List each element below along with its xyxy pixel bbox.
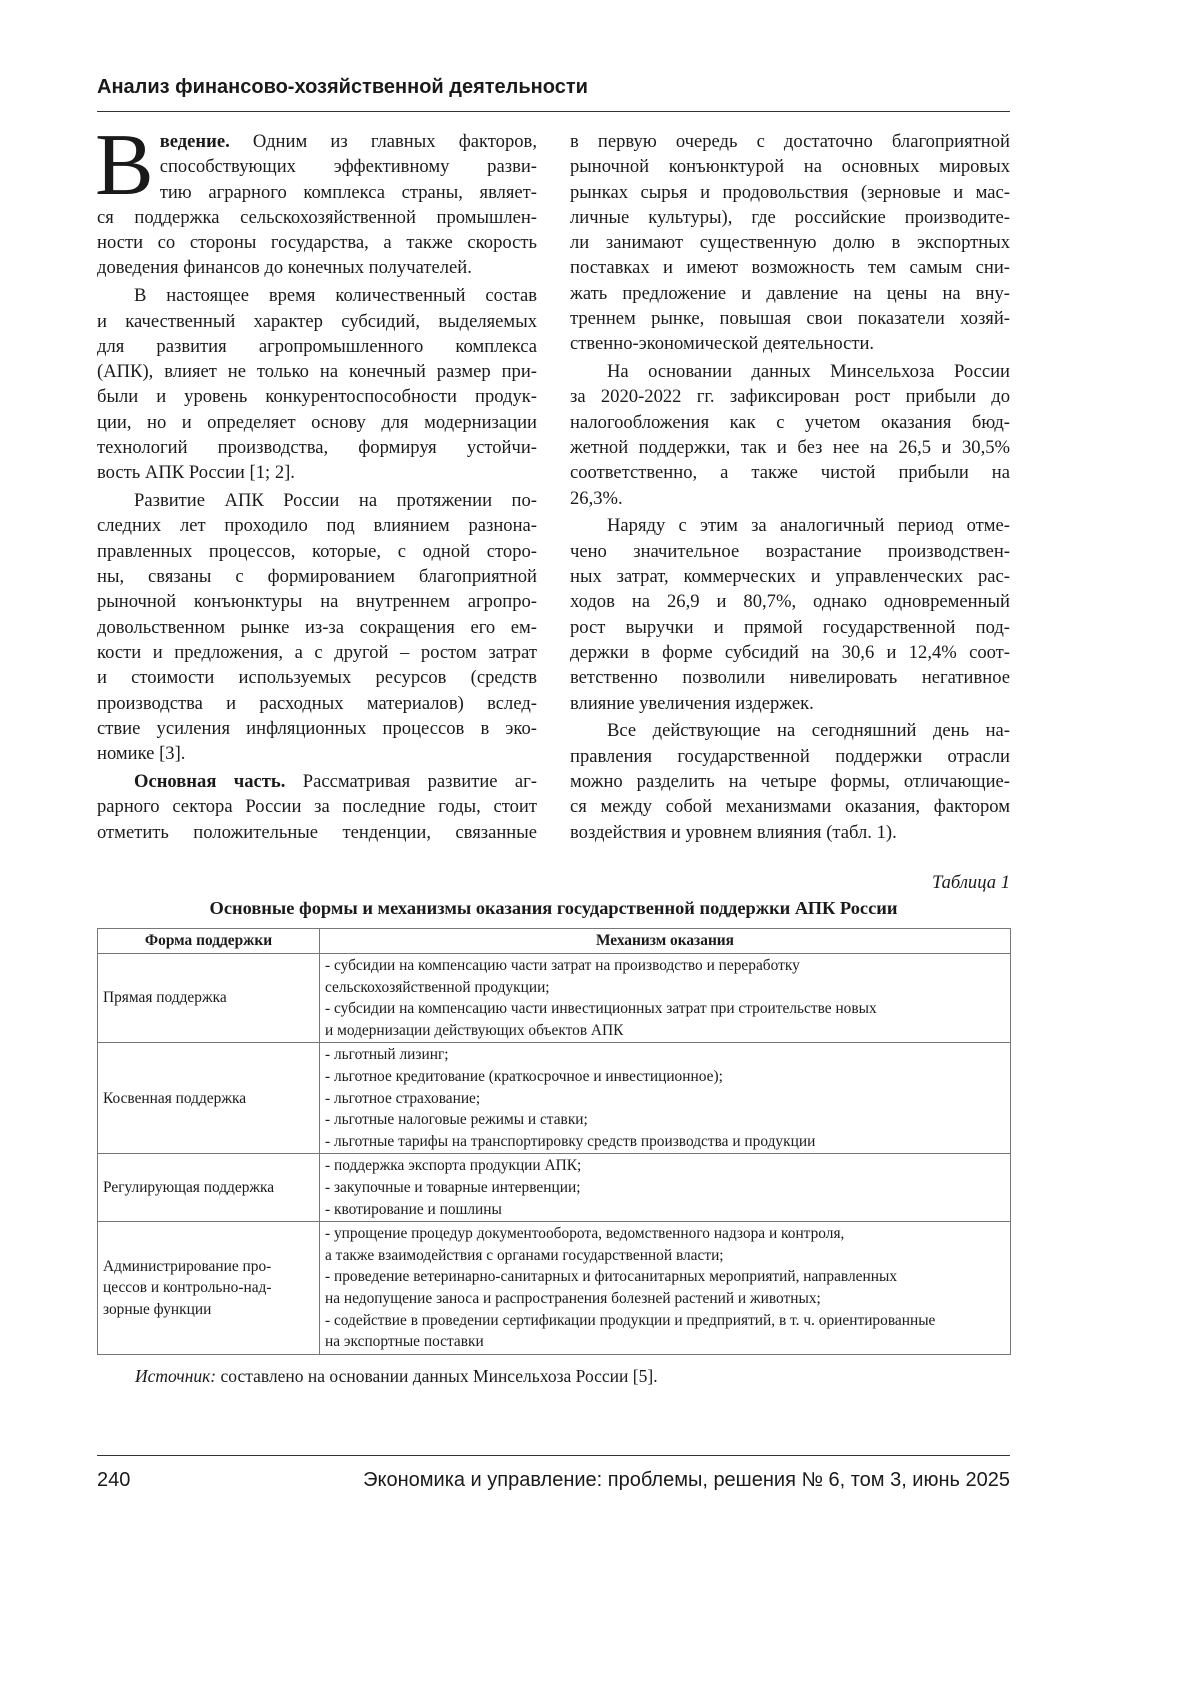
- line-text: ции, но и определяет основу для модернизации: [97, 411, 537, 433]
- text-line: [570, 564, 1010, 589]
- line-text: Одним из главных факторов,: [229, 131, 537, 152]
- text-line: [97, 154, 537, 179]
- paragraph: [95, 117, 537, 281]
- text-line: [97, 205, 537, 230]
- mechanism-line: - закупочные и товарные интервенции;: [325, 1178, 581, 1196]
- text-line: [570, 306, 1010, 331]
- column-header-form: Форма поддержки: [98, 929, 320, 954]
- mechanism-line: на экспортные поставки: [325, 1333, 484, 1351]
- mechanism-line: - льготный лизинг;: [325, 1046, 449, 1064]
- line-text: довольственном рынке из-за сокращения его ем-: [97, 616, 537, 638]
- text-line: [97, 615, 537, 640]
- text-line: [97, 309, 537, 334]
- mechanism-line: - поддержка экспорта продукции АПК;: [325, 1157, 582, 1175]
- line-text: рост выручки и прямой государственной под-: [570, 616, 1010, 638]
- line-text: воздействия и уровнем влияния (табл. 1).: [570, 821, 897, 843]
- header-rule: [97, 111, 1010, 112]
- line-text: для развития агропромышленного комплекса: [97, 335, 537, 357]
- text-line: [97, 384, 537, 409]
- paragraph: [570, 513, 1010, 715]
- text-line: [570, 205, 1010, 230]
- form-cell: [98, 954, 320, 1043]
- mechanism-cell: [320, 1222, 1011, 1355]
- paragraph: [97, 283, 537, 485]
- text-line: [97, 589, 537, 614]
- text-line: [570, 460, 1010, 485]
- line-text: жать предложение и давление на цены на вну-: [570, 282, 1010, 304]
- left-column: [95, 117, 537, 847]
- text-line: [97, 129, 537, 154]
- mechanism-line: - упрощение процедур документооборота, ведомственного надзора и контроля,: [325, 1225, 845, 1243]
- line-text: рыночной конъюнктурой на основных мировых: [570, 156, 1010, 178]
- table-header-row: [98, 929, 1011, 954]
- text-line: [570, 513, 1010, 538]
- text-line: [97, 716, 537, 741]
- text-line: [97, 741, 537, 766]
- table-source: [135, 1366, 658, 1387]
- text-line: [97, 513, 537, 538]
- line-text: номике [3].: [97, 743, 186, 765]
- line-text: рарного сектора России за последние годы, стоит: [97, 796, 537, 818]
- text-line: [570, 539, 1010, 564]
- line-text: способствующих эффективному разви-: [159, 156, 537, 178]
- line-text: рыночной конъюнктуры на внутреннем агропро-: [97, 591, 537, 613]
- line-text: ся поддержка сельскохозяйственной промышлен-: [97, 206, 537, 228]
- mechanism-cell: [320, 954, 1011, 1043]
- section-header: Анализ финансово-хозяйственной деятельности: [97, 76, 588, 98]
- mechanism-line: а также взаимодействия с органами государственной власти;: [325, 1246, 724, 1264]
- line-text: ственно-экономической деятельности.: [570, 333, 875, 355]
- line-text: в первую очередь с достаточно благоприятной: [570, 131, 1010, 152]
- line-text: правленных процессов, которые, с одной сторо-: [97, 540, 537, 562]
- form-line: цессов и контрольно-над-: [103, 1279, 272, 1297]
- lead-in: Основная часть.: [134, 770, 286, 792]
- text-line: [570, 794, 1010, 819]
- text-line: [97, 460, 537, 485]
- line-text: ветственно позволили нивелировать негативное: [570, 667, 1010, 689]
- line-text: треннем рынке, повышая свои показатели хозяй-: [570, 308, 1010, 330]
- mechanism-line: - льготное кредитование (краткосрочное и инвестиционное);: [325, 1067, 723, 1085]
- line-text: тию аграрного комплекса страны, являет-: [159, 181, 537, 203]
- text-line: [570, 281, 1010, 306]
- paragraph: [97, 488, 537, 766]
- text-line: [570, 744, 1010, 769]
- line-text: ных затрат, коммерческих и управленческих рас-: [570, 566, 1010, 588]
- line-text: доведения финансов до конечных получателей.: [97, 257, 472, 279]
- mechanism-line: - проведение ветеринарно-санитарных и фитосанитарных мероприятий, направленных: [325, 1268, 898, 1286]
- paragraph: [570, 129, 1010, 357]
- text-line: [97, 283, 537, 308]
- line-text: и стоимости используемых ресурсов (средств: [97, 667, 537, 689]
- line-text: ся между собой механизмами оказания, фактором: [570, 796, 1010, 818]
- table-row: [98, 1043, 1011, 1154]
- line-text: личные культуры), где российские производите-: [570, 206, 1010, 228]
- paragraph: [570, 718, 1010, 844]
- line-text: соответственно, а также чистой прибыли на: [570, 462, 1010, 484]
- line-text: за 2020-2022 гг. зафиксирован рост прибыли до: [570, 386, 1010, 408]
- line-text: В настоящее время количественный состав: [134, 285, 537, 307]
- line-text: На основании данных Минсельхоза России: [607, 361, 1010, 383]
- drop-cap: В: [95, 117, 154, 214]
- line-text: ли занимают существенную долю в экспортных: [570, 232, 1010, 254]
- mechanism-line: - льготные тарифы на транспортировку средств производства и продукции: [325, 1132, 816, 1150]
- text-line: [570, 359, 1010, 384]
- text-line: [570, 820, 1010, 845]
- text-line: [570, 615, 1010, 640]
- text-line: [97, 435, 537, 460]
- line-text: поставках и имеют возможность тем самым сни-: [570, 257, 1010, 279]
- mechanism-line: - квотирование и пошлины: [325, 1200, 502, 1218]
- line-text: ходов на 26,9 и 80,7%, однако одновременный: [570, 591, 1010, 613]
- line-text: (АПК), влияет не только на конечный размер при-: [97, 361, 537, 383]
- right-column: [570, 129, 1010, 847]
- line-text: ны, связаны с формированием благоприятной: [97, 566, 537, 588]
- mechanism-line: - субсидии на компенсацию части инвестиционных затрат при строительстве новых: [325, 1000, 877, 1018]
- text-line: [570, 665, 1010, 690]
- text-line: [97, 769, 537, 794]
- text-line: [570, 410, 1010, 435]
- text-line: [97, 488, 537, 513]
- table-row: [98, 1222, 1011, 1355]
- text-line: [570, 718, 1010, 743]
- table-row: [98, 1154, 1011, 1222]
- line-text: ности со стороны государства, а также скорость: [97, 232, 537, 254]
- journal-info: Экономика и управление: проблемы, решения № 6, том 3, июнь 2025: [363, 1469, 1010, 1491]
- text-line: [570, 331, 1010, 356]
- text-line: [97, 539, 537, 564]
- line-text: отметить положительные тенденции, связанные: [97, 821, 537, 843]
- line-text: налогообложения как с учетом оказания бюд-: [570, 411, 1010, 433]
- text-line: [570, 589, 1010, 614]
- text-line: [97, 410, 537, 435]
- support-forms-table: [97, 928, 1011, 1355]
- lead-in: ведение.: [159, 131, 230, 152]
- line-text: были и уровень конкурентоспособности продук-: [97, 386, 537, 408]
- line-text: вость АПК России [1; 2].: [97, 462, 295, 484]
- line-text: Развитие АПК России на протяжении по-: [134, 490, 537, 512]
- text-line: [97, 334, 537, 359]
- text-line: [570, 435, 1010, 460]
- form-line: Косвенная поддержка: [103, 1089, 247, 1107]
- line-text: Все действующие на сегодняшний день на-: [607, 720, 1010, 742]
- text-line: [570, 255, 1010, 280]
- line-text: чено значительное возрастание производствен-: [570, 540, 1010, 562]
- mechanism-line: - льготные налоговые режимы и ставки;: [325, 1111, 588, 1129]
- form-line: Регулирующая поддержка: [103, 1178, 275, 1196]
- line-text: держки в форме субсидий на 30,6 и 12,4% соот-: [570, 641, 1010, 663]
- text-line: [97, 691, 537, 716]
- source-label: Источник:: [135, 1366, 217, 1386]
- column-header-mechanism: Механизм оказания: [320, 929, 1011, 954]
- text-line: [97, 640, 537, 665]
- text-line: [570, 230, 1010, 255]
- text-line: [97, 564, 537, 589]
- text-line: [570, 486, 1010, 511]
- line-text: ствие усиления инфляционных процессов в эко-: [97, 717, 537, 739]
- form-cell: [98, 1043, 320, 1154]
- line-text: жетной поддержки, так и без нее на 26,5 и 30,5%: [570, 437, 1010, 459]
- line-text: Наряду с этим за аналогичный период отме-: [607, 515, 1010, 537]
- text-line: [570, 384, 1010, 409]
- line-text: 26,3%.: [570, 487, 623, 509]
- text-line: [570, 640, 1010, 665]
- line-text: следних лет проходило под влиянием разнона-: [97, 515, 537, 537]
- line-text: и качественный характер субсидий, выделяемых: [97, 310, 537, 332]
- mechanism-cell: [320, 1154, 1011, 1222]
- form-line: зорные функции: [103, 1300, 212, 1318]
- text-line: [570, 154, 1010, 179]
- text-line: [570, 691, 1010, 716]
- line-text: Рассматривая развитие аг-: [285, 770, 537, 792]
- table-row: [98, 954, 1011, 1043]
- mechanism-line: - льготное страхование;: [325, 1089, 481, 1107]
- mechanism-line: сельскохозяйственной продукции;: [325, 978, 550, 996]
- footer-rule: [97, 1455, 1010, 1456]
- text-line: [97, 820, 537, 845]
- form-line: Администрирование про-: [103, 1257, 272, 1275]
- form-cell: [98, 1222, 320, 1355]
- text-line: [97, 230, 537, 255]
- text-line: [97, 359, 537, 384]
- paragraph: [570, 359, 1010, 511]
- text-line: [97, 665, 537, 690]
- paragraph: [97, 769, 537, 845]
- page-number: 240: [97, 1469, 131, 1491]
- form-cell: [98, 1154, 320, 1222]
- line-text: производства и расходных материалов) вслед-: [97, 692, 537, 714]
- text-line: [570, 769, 1010, 794]
- table-title: Основные формы и механизмы оказания государственной поддержки АПК России: [209, 898, 898, 918]
- text-line: [97, 180, 537, 205]
- line-text: можно разделить на четыре формы, отличающие-: [570, 770, 1010, 792]
- mechanism-line: и модернизации действующих объектов АПК: [325, 1021, 624, 1039]
- mechanism-line: - субсидии на компенсацию части затрат на производство и переработку: [325, 957, 800, 974]
- table-caption: Таблица 1: [931, 872, 1010, 893]
- text-line: [570, 129, 1010, 154]
- line-text: кости и предложения, а с другой – ростом затрат: [97, 641, 537, 663]
- mechanism-cell: [320, 1043, 1011, 1154]
- line-text: технологий производства, формируя устойчи-: [97, 437, 537, 459]
- text-line: [570, 180, 1010, 205]
- text-line: [97, 255, 537, 280]
- line-text: рынках сырья и продовольствия (зерновые и мас-: [570, 181, 1010, 203]
- line-text: правления государственной поддержки отрасли: [570, 745, 1010, 767]
- text-line: [97, 794, 537, 819]
- source-text: составлено на основании данных Минсельхоза России [5].: [216, 1366, 658, 1386]
- form-line: Прямая поддержка: [103, 989, 227, 1007]
- mechanism-line: - содействие в проведении сертификации продукции и предприятий, в т. ч. ориентированные: [325, 1311, 936, 1329]
- mechanism-line: на недопущение заноса и распространения болезней растений и животных;: [325, 1289, 821, 1307]
- line-text: влияние увеличения издержек.: [570, 692, 814, 714]
